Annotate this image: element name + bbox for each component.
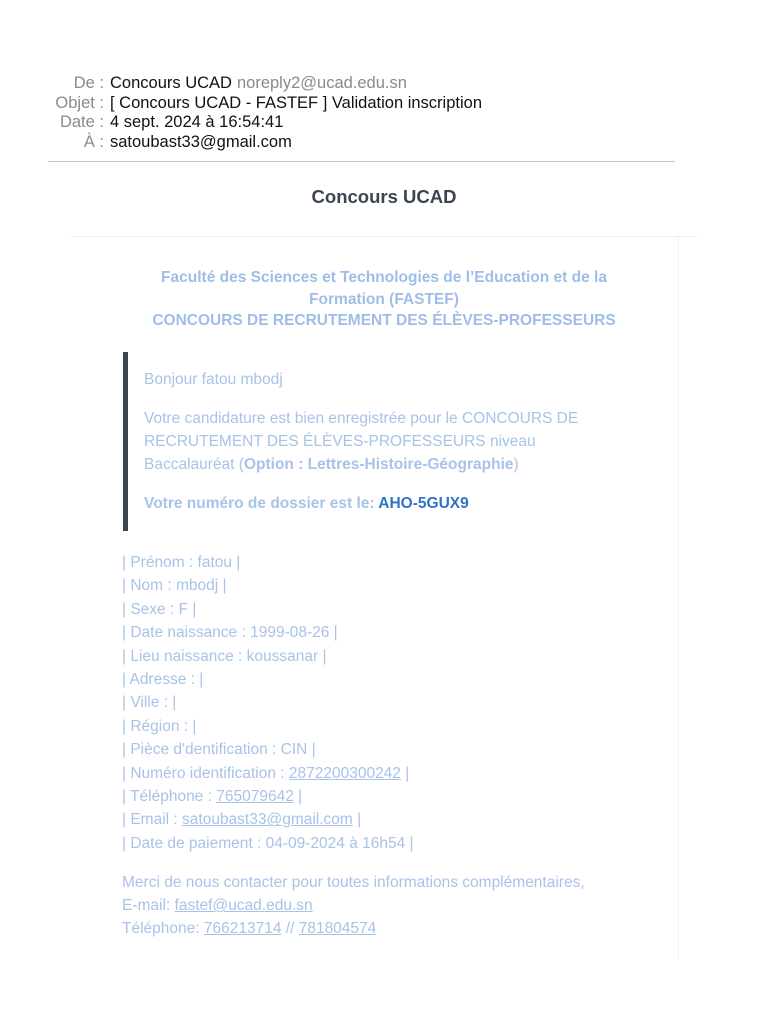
sender-email[interactable]: noreply2@ucad.edu.sn <box>236 74 407 92</box>
email-label: | Email : <box>122 811 183 829</box>
tel-label: | Téléphone : <box>122 788 217 806</box>
detail-ville: | Ville : | <box>122 694 177 712</box>
dossier-label: Votre numéro de dossier est le: <box>144 495 379 512</box>
card-top-border <box>70 236 698 237</box>
tel-link[interactable]: 765079642 <box>216 788 294 806</box>
contact-email-link[interactable]: fastef@ucad.edu.sn <box>174 897 313 915</box>
contact-email-row <box>122 894 682 917</box>
subject-value: [ Concours UCAD - FASTEF ] Validation inscription <box>110 93 482 112</box>
sender-name[interactable]: Concours UCAD <box>110 74 232 92</box>
detail-telephone <box>122 785 662 808</box>
contact-email-label: E-mail: <box>122 897 175 915</box>
header-date-row <box>0 113 768 133</box>
candidate-details <box>122 551 662 855</box>
org-line-2: Formation (FASTEF) <box>309 290 459 308</box>
mail-header <box>0 74 768 152</box>
detail-date-paiement: | Date de paiement : 04-09-2024 à 16h54 | <box>122 834 414 852</box>
subject-key: Objet : <box>55 93 104 112</box>
detail-sexe: | Sexe : F | <box>122 600 197 618</box>
date-value: 4 sept. 2024 à 16:54:41 <box>110 113 284 131</box>
detail-region: | Région : | <box>122 717 197 735</box>
recipient-email[interactable]: satoubast33@gmail.com <box>110 132 292 151</box>
detail-numero-identification <box>122 762 662 785</box>
contact-phone-2[interactable]: 781804574 <box>298 920 377 938</box>
detail-adresse: | Adresse : | <box>122 671 204 689</box>
dossier-line <box>144 492 469 515</box>
detail-piece: | Pièce d'dentification : CIN | <box>122 741 316 759</box>
candidature-message <box>144 407 624 476</box>
date-key: Date : <box>59 113 104 131</box>
email-end: | <box>352 811 362 829</box>
from-key: De : <box>73 74 104 92</box>
org-line-1: Faculté des Sciences et Technologies de l’Education et de la <box>161 269 607 286</box>
organization-heading <box>130 267 638 332</box>
org-line-3: CONCOURS DE RECRUTEMENT DES ÉLÈVES-PROFESSEURS <box>152 312 616 329</box>
contact-info <box>122 871 682 941</box>
header-divider <box>48 161 675 162</box>
contact-phone-1[interactable]: 766213714 <box>203 920 282 938</box>
contact-phone-sep: // <box>281 920 299 938</box>
detail-nom: | Nom : mbodj | <box>122 577 227 595</box>
num-id-link[interactable]: 2872200300242 <box>288 764 401 782</box>
email-title: Concours UCAD <box>311 186 457 207</box>
candidature-text: Votre candidature est bien enregistrée pour le CONCOURS DE RECRUTEMENT DES ÉLÈVES-PROFESSEURS niveau Baccalauréat ( <box>144 410 579 473</box>
greeting: Bonjour fatou mbodj <box>144 371 283 388</box>
email-link[interactable]: satoubast33@gmail.com <box>182 811 353 829</box>
detail-date-naissance: | Date naissance : 1999-08-26 | <box>122 624 338 642</box>
option-text: Option : Lettres-Histoire-Géographie <box>243 456 514 473</box>
confirmation-block <box>123 352 628 531</box>
detail-email <box>122 808 662 831</box>
detail-lieu-naissance: | Lieu naissance : koussanar | <box>122 647 327 665</box>
candidature-close: ) <box>513 456 519 473</box>
header-subject-row <box>0 94 768 114</box>
num-id-end: | <box>400 764 410 782</box>
detail-prenom: | Prénom : fatou | <box>122 554 241 571</box>
num-id-label: | Numéro identification : <box>122 764 289 782</box>
contact-phone-row <box>122 917 682 940</box>
card-right-border <box>678 236 679 960</box>
contact-message: Merci de nous contacter pour toutes informations complémentaires, <box>122 874 585 891</box>
dossier-number: AHO-5GUX9 <box>378 495 469 512</box>
header-from-row <box>0 74 768 94</box>
to-key: À : <box>83 132 104 151</box>
contact-phone-label: Téléphone: <box>122 920 204 938</box>
header-to-row <box>0 133 768 153</box>
tel-end: | <box>293 788 303 806</box>
